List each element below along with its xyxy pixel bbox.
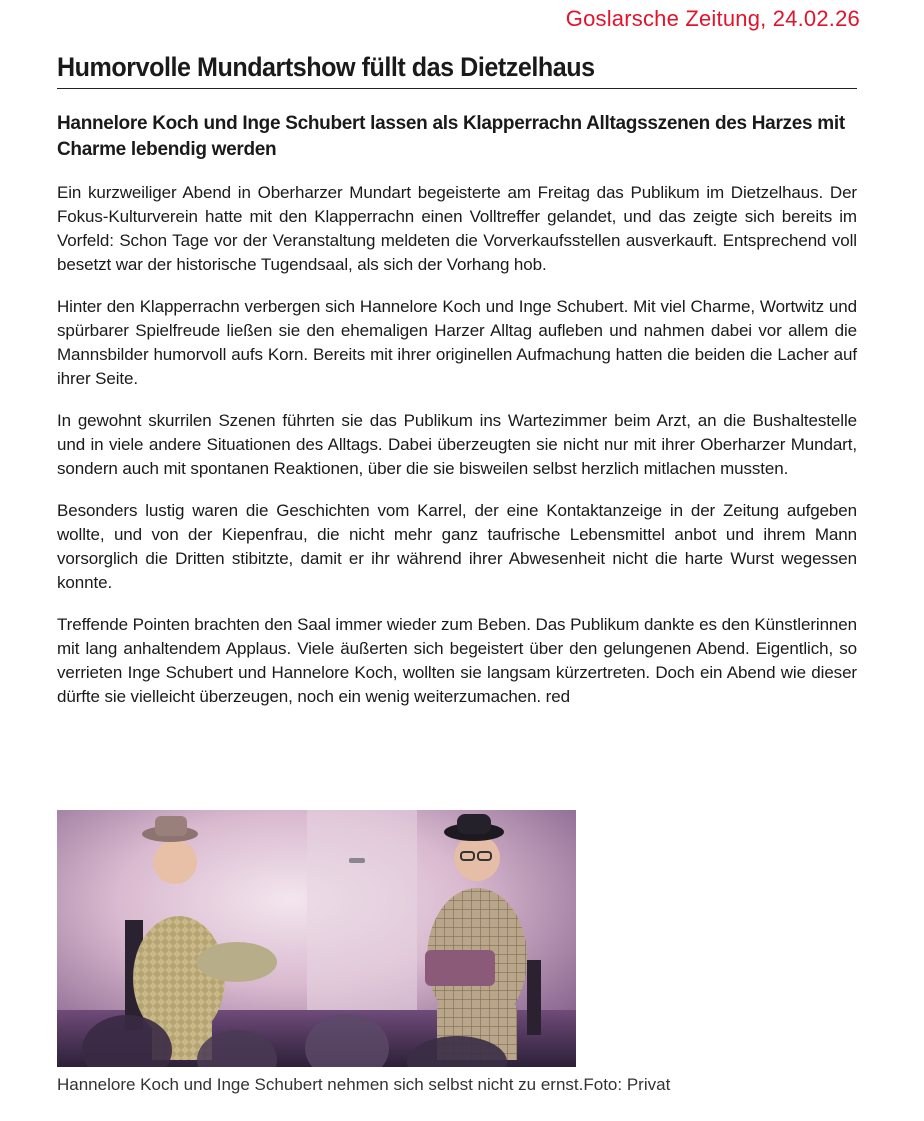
article-photo (57, 810, 576, 1067)
paragraph-4: Besonders lustig waren die Geschichten vom Karrel, der eine Kontaktanzeige in der Zeitung aufgeben wollte, und von der Kiepenfrau, die nicht mehr ganz taufrische Lebensmittel anbot und ihrem Mann vorsorglich die Dritten stibitzte, damit er ihr während ihrer Abwesenheit nicht die harte Wurst wegessen konnte. (57, 501, 857, 592)
paragraph-3: In gewohnt skurrilen Szenen führten sie das Publikum ins Wartezimmer beim Arzt, an die Bushaltestelle und in viele andere Situationen des Alltags. Dabei überzeugten sie nicht nur mit ihrer Oberharzer Mundart, sondern auch mit spontanen Reaktionen, über die sie bisweilen selbst herzlich mitlachen mussten. (57, 411, 857, 478)
paragraph-5: Treffende Pointen brachten den Saal immer wieder zum Beben. Das Publikum dankte es den Künstlerinnen mit lang anhaltendem Applaus. Viele äußerten sich begeistert über den gelungenen Abend. Eigentlich, so verrieten Inge Schubert und Hannelore Koch, wollten sie langsam kürzertreten. Doch ein Abend wie dieser dürfte sie vielleicht überzeugen, noch ein wenig weiterzumachen. red (57, 615, 857, 706)
photo-caption: Hannelore Koch und Inge Schubert nehmen sich selbst nicht zu ernst.Foto: Privat (57, 1075, 671, 1094)
paragraph-1: Ein kurzweiliger Abend in Oberharzer Mundart begeisterte am Freitag das Publikum im Dietzelhaus. Der Fokus-Kulturverein hatte mit den Klapperrachn einen Volltreffer gelandet, und das zeigte sich bereits im Vorfeld: Schon Tage vor der Veranstaltung meldeten die Vorverkaufsstellen ausverkauft. Entsprechend voll besetzt war der historische Tugendsaal, als sich der Vorhang hob. (57, 183, 857, 274)
headline: Humorvolle Mundartshow füllt das Dietzelhaus (57, 52, 595, 82)
paragraph-2: Hinter den Klapperrachn verbergen sich Hannelore Koch und Inge Schubert. Mit viel Charme, Wortwitz und spürbarer Spielfreude ließen sie den ehemaligen Harzer Alltag aufleben und nahmen dabei vor allem die Mannsbilder humorvoll aufs Korn. Bereits mit ihrer originellen Aufmachung hatten die beiden die Lacher auf ihrer Seite. (57, 297, 857, 388)
article (57, 50, 857, 709)
article-body (57, 181, 857, 709)
stage-photo-illustration (57, 810, 576, 1067)
subheadline: Hannelore Koch und Inge Schubert lassen als Klapperrachn Alltagsszenen des Harzes mit Charme lebendig werden (57, 113, 845, 160)
newspaper-source-date: Goslarsche Zeitung, 24.02.26 (565, 6, 860, 31)
headline-rule (57, 88, 857, 89)
